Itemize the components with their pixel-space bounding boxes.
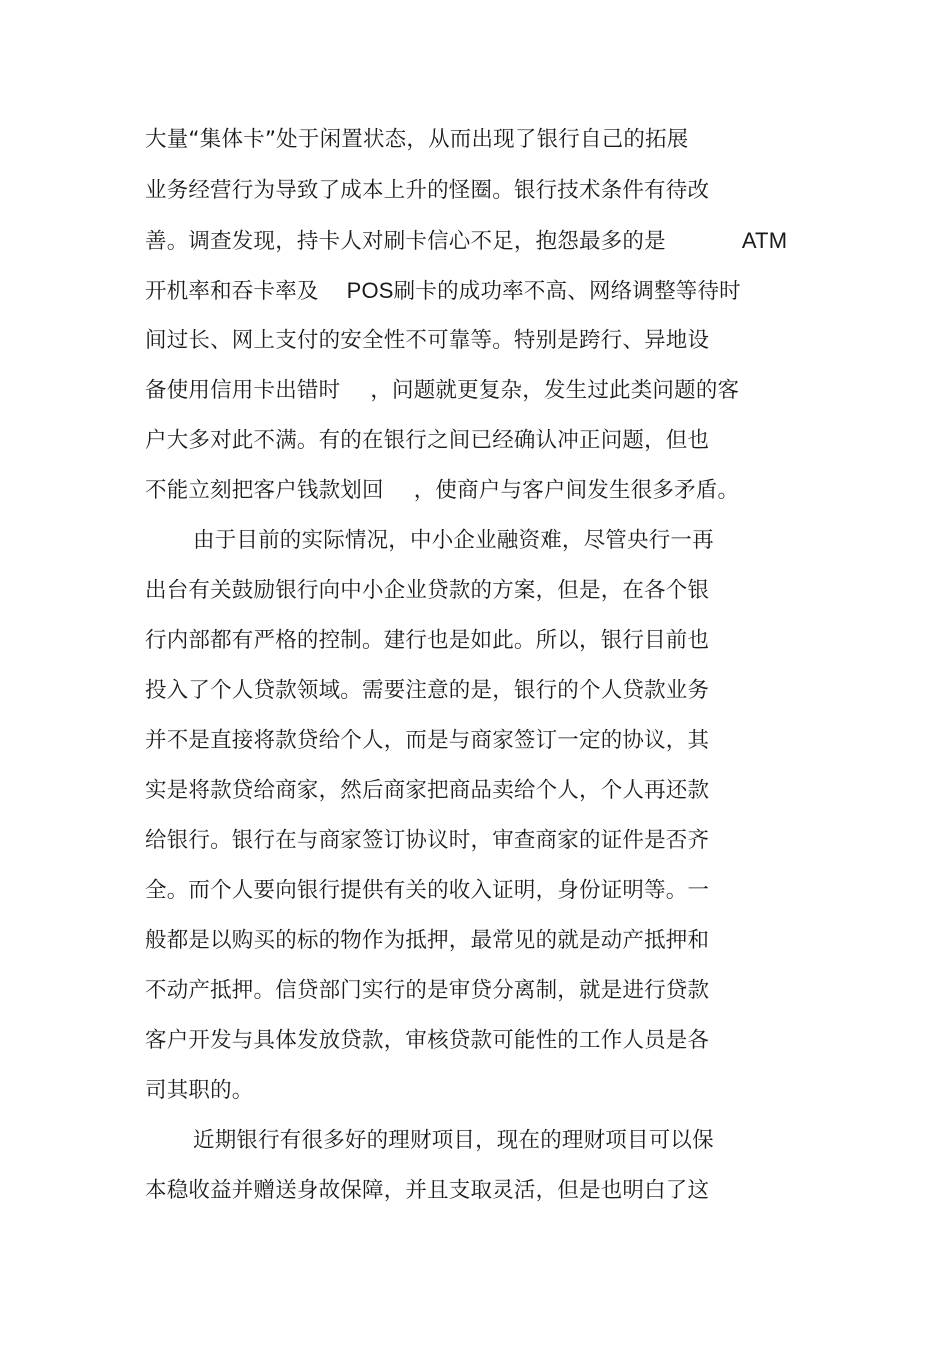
line-text: 客户开发与具体发放贷款，审核贷款可能性的工作人员是各 — [145, 1028, 710, 1053]
text-line-4 — [145, 276, 741, 306]
text-line-15 — [145, 826, 709, 856]
line-text: 由于目前的实际情况，中小企业融资难，尽管央行一再 — [193, 528, 714, 553]
text-line-8 — [145, 476, 739, 506]
text-line-16 — [145, 876, 709, 906]
text-line-20 — [145, 1076, 254, 1106]
line-tail: ，问题就更复杂，发生过此类问题的客 — [370, 378, 740, 403]
text-line-21-paragraph-start — [193, 1126, 714, 1156]
line-text: 开机率和吞卡率及 — [145, 279, 319, 304]
text-line-19 — [145, 1026, 709, 1056]
line-text: 给银行。银行在与商家签订协议时，审查商家的证件是否齐 — [145, 828, 710, 853]
text-line-22 — [145, 1176, 709, 1206]
text-line-11 — [145, 626, 709, 656]
line-mid-pos: POS — [346, 278, 394, 303]
line-text: 本稳收益并赠送身故保障，并且支取灵活，但是也明白了这 — [145, 1178, 710, 1203]
line-text: 近期银行有很多好的理财项目，现在的理财项目可以保 — [193, 1128, 714, 1153]
line-text: 并不是直接将款贷给个人，而是与商家签订一定的协议，其 — [145, 728, 710, 753]
line-text: 业务经营行为导致了成本上升的怪圈。银行技术条件有待改 — [145, 178, 710, 203]
line-text: 出台有关鼓励银行向中小企业贷款的方案，但是，在各个银 — [145, 578, 710, 603]
line-text: 不动产抵押。信贷部门实行的是审贷分离制，就是进行贷款 — [145, 978, 710, 1003]
text-line-14 — [145, 776, 709, 806]
line-text: 大量“集体卡”处于闲置状态，从而出现了银行自己的拓展 — [145, 127, 689, 152]
line-tail: 刷卡的成功率不高、网络调整等待时 — [393, 279, 741, 304]
text-line-3 — [145, 226, 787, 256]
line-text: 备使用信用卡出错时 — [145, 378, 341, 403]
line-text: 投入了个人贷款领域。需要注意的是，银行的个人贷款业务 — [145, 678, 710, 703]
text-line-13 — [145, 726, 709, 756]
line-text: 行内部都有严格的控制。建行也是如此。所以，银行目前也 — [145, 628, 710, 653]
text-line-1 — [145, 125, 688, 155]
text-line-18 — [145, 976, 709, 1006]
line-text: 般都是以购买的标的物作为抵押，最常见的就是动产抵押和 — [145, 928, 710, 953]
text-line-9-paragraph-start — [193, 526, 714, 556]
text-line-12 — [145, 676, 709, 706]
line-text: 间过长、网上支付的安全性不可靠等。特别是跨行、异地设 — [145, 328, 710, 353]
line-text: 善。调查发现，持卡人对刷卡信心不足，抱怨最多的是 — [145, 229, 666, 254]
text-line-7 — [145, 426, 709, 456]
text-line-5 — [145, 326, 709, 356]
line-tail: ，使商户与客户间发生很多矛盾。 — [413, 478, 740, 503]
text-line-6 — [145, 376, 739, 406]
line-tail-atm: ATM — [741, 228, 788, 253]
text-line-17 — [145, 926, 709, 956]
text-line-2 — [145, 176, 709, 206]
line-text: 全。而个人要向银行提供有关的收入证明，身份证明等。一 — [145, 878, 710, 903]
text-line-10 — [145, 576, 709, 606]
line-text: 实是将款贷给商家，然后商家把商品卖给个人，个人再还款 — [145, 778, 710, 803]
line-text: 户大多对此不满。有的在银行之间已经确认冲正问题，但也 — [145, 428, 710, 453]
line-text: 不能立刻把客户钱款划回 — [145, 478, 384, 503]
line-text: 司其职的。 — [145, 1078, 254, 1103]
